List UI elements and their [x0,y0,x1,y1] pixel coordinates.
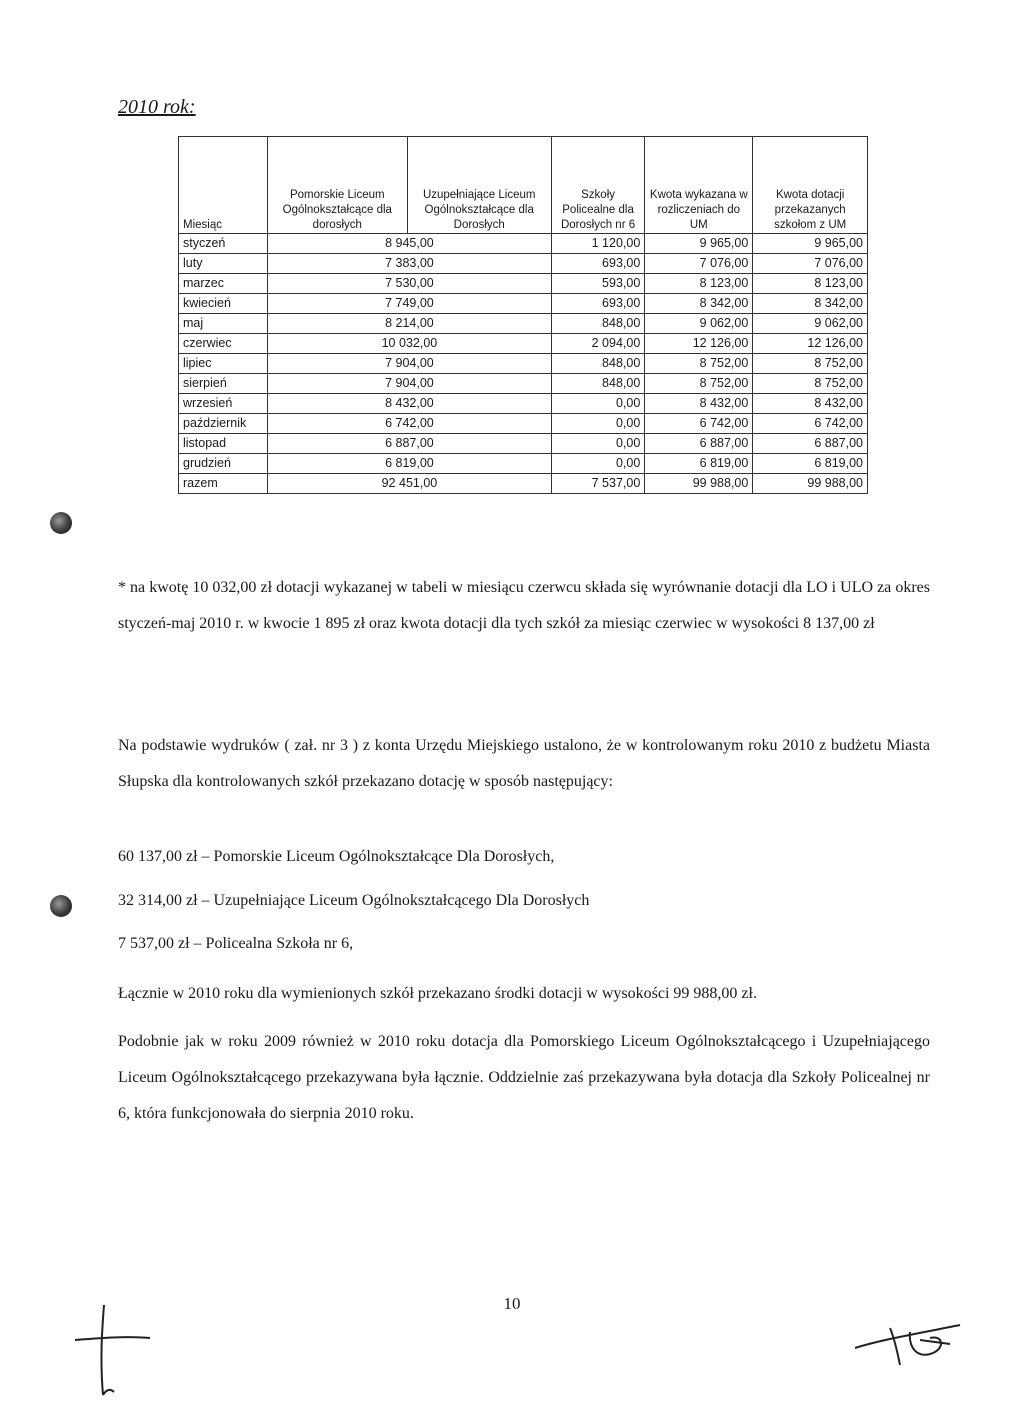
table-cell-policealna: 848,00 [551,354,644,374]
table-cell-month: czerwiec [179,334,268,354]
table-cell-dotacja: 8 752,00 [753,354,868,374]
table-cell-dotacja: 6 887,00 [753,434,868,454]
table-cell-policealna: 0,00 [551,414,644,434]
table-cell-policealna: 848,00 [551,374,644,394]
transfer-line: 32 314,00 zł – Uzupełniające Liceum Ogólnokształcącego Dla Dorosłych [118,892,590,909]
table-cell-policealna: 848,00 [551,314,644,334]
table-cell-month: listopad [179,434,268,454]
table-cell-month: kwiecień [179,294,268,314]
table-row [179,374,868,394]
table-cell-rozliczenia: 8 432,00 [645,394,753,414]
table-cell-policealna: 0,00 [551,394,644,414]
table-row [179,334,868,354]
table-row [179,274,868,294]
column-header: Uzupełniające Liceum Ogólnokształcące dla Dorosłych [407,137,551,234]
table-cell-lo: 6 819,00 [268,454,552,474]
table-row [179,394,868,414]
table-cell-month: grudzień [179,454,268,474]
table-cell-dotacja: 8 342,00 [753,294,868,314]
punch-hole [50,512,72,534]
table-cell-rozliczenia: 6 887,00 [645,434,753,454]
table-cell-month: marzec [179,274,268,294]
table-row [179,434,868,454]
table-row [179,454,868,474]
table-row [179,354,868,374]
table-cell-rozliczenia: 8 752,00 [645,374,753,394]
subsidy-table [178,136,868,494]
table-cell-policealna: 0,00 [551,454,644,474]
table-cell-rozliczenia: 9 062,00 [645,314,753,334]
table-cell-dotacja: 8 123,00 [753,274,868,294]
table-row [179,474,868,494]
column-header: Kwota dotacji przekazanych szkołom z UM [753,137,868,234]
table-cell-rozliczenia: 99 988,00 [645,474,753,494]
table-cell-month: styczeń [179,234,268,254]
table-cell-dotacja: 6 742,00 [753,414,868,434]
paragraph-closing: Podobnie jak w roku 2009 również w 2010 roku dotacja dla Pomorskiego Liceum Ogólnokształcącego i Uzupełniającego Liceum Ogólnokształcącego przekazywana była łącznie. Oddzielnie zaś przekazywana była dotacja dla Szkoły Policealnej nr 6, która funkcjonowała do sierpnia 2010 roku. [118,1033,930,1122]
table-cell-dotacja: 6 819,00 [753,454,868,474]
section-heading: 2010 rok: [118,96,196,118]
table-cell-month: maj [179,314,268,334]
table-cell-lo: 7 530,00 [268,274,552,294]
table-cell-dotacja: 7 076,00 [753,254,868,274]
table-cell-dotacja: 99 988,00 [753,474,868,494]
table-cell-dotacja: 8 432,00 [753,394,868,414]
table-cell-lo: 7 904,00 [268,354,552,374]
table-cell-policealna: 693,00 [551,254,644,274]
punch-hole [50,895,72,917]
table-cell-rozliczenia: 7 076,00 [645,254,753,274]
page-number: 10 [503,1294,521,1313]
footnote: * na kwotę 10 032,00 zł dotacji wykazanej w tabeli w miesiącu czerwcu składa się wyrównanie dotacji dla LO i ULO za okres styczeń-maj 2010 r. w kwocie 1 895 zł oraz kwota dotacji dla tych szkół za miesiąc czerwiec w wysokości 8 137,00 zł [118,579,930,632]
column-header: Pomorskie Liceum Ogólnokształcące dla dorosłych [268,137,408,234]
table-cell-dotacja: 9 965,00 [753,234,868,254]
table-cell-lo: 7 383,00 [268,254,552,274]
table-cell-rozliczenia: 8 752,00 [645,354,753,374]
table-cell-policealna: 7 537,00 [551,474,644,494]
table-row [179,234,868,254]
table-cell-dotacja: 12 126,00 [753,334,868,354]
table-cell-policealna: 2 094,00 [551,334,644,354]
table-row [179,414,868,434]
table-header-row [179,137,868,234]
table-cell-policealna: 593,00 [551,274,644,294]
table-cell-policealna: 0,00 [551,434,644,454]
table-cell-month: wrzesień [179,394,268,414]
signature-initial-right [850,1310,970,1370]
table-cell-rozliczenia: 6 819,00 [645,454,753,474]
table-cell-month: razem [179,474,268,494]
table-cell-lo: 92 451,00 [268,474,552,494]
table-cell-month: lipiec [179,354,268,374]
column-header: Kwota wykazana w rozliczeniach do UM [645,137,753,234]
column-header: Miesiąc [179,137,268,234]
table-cell-lo: 8 945,00 [268,234,552,254]
table-cell-policealna: 693,00 [551,294,644,314]
table-cell-lo: 7 749,00 [268,294,552,314]
table-cell-rozliczenia: 8 342,00 [645,294,753,314]
signature-initial-left [70,1300,160,1400]
table-cell-month: sierpień [179,374,268,394]
paragraph-total: Łącznie w 2010 roku dla wymienionych szkół przekazano środki dotacji w wysokości 99 988,00 zł. [118,985,757,1002]
table-cell-rozliczenia: 12 126,00 [645,334,753,354]
column-header: Szkoły Policealne dla Dorosłych nr 6 [551,137,644,234]
paragraph-basis: Na podstawie wydruków ( zał. nr 3 ) z konta Urzędu Miejskiego ustalono, że w kontrolowanym roku 2010 z budżetu Miasta Słupska dla kontrolowanych szkół przekazano dotację w sposób następujący: [118,737,930,790]
table-row [179,254,868,274]
table-cell-lo: 7 904,00 [268,374,552,394]
table-cell-month: październik [179,414,268,434]
table-cell-dotacja: 8 752,00 [753,374,868,394]
table-cell-lo: 8 432,00 [268,394,552,414]
table-row [179,294,868,314]
table-cell-policealna: 1 120,00 [551,234,644,254]
transfer-line: 7 537,00 zł – Policealna Szkoła nr 6, [118,935,354,952]
table-cell-month: luty [179,254,268,274]
transfer-line: 60 137,00 zł – Pomorskie Liceum Ogólnokształcące Dla Dorosłych, [118,848,555,865]
table-cell-rozliczenia: 6 742,00 [645,414,753,434]
table-cell-rozliczenia: 9 965,00 [645,234,753,254]
table-cell-rozliczenia: 8 123,00 [645,274,753,294]
table-cell-lo: 8 214,00 [268,314,552,334]
table-cell-dotacja: 9 062,00 [753,314,868,334]
table-row [179,314,868,334]
table-cell-lo: 6 742,00 [268,414,552,434]
table-cell-lo: 10 032,00 [268,334,552,354]
table-cell-lo: 6 887,00 [268,434,552,454]
